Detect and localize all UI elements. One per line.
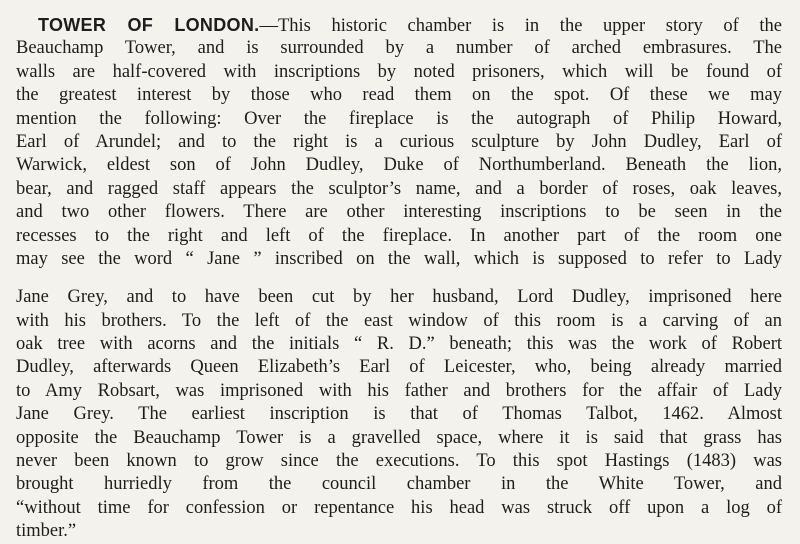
- text-line: never been known to grow since the executions. To this spot Hastings (1483) was: [16, 451, 782, 472]
- text-line: Jane Grey, and to have been cut by her husband, Lord Dudley, imprisoned here: [16, 287, 782, 308]
- text-line: opposite the Beauchamp Tower is a gravelled space, where it is said that grass has: [16, 427, 782, 448]
- text-line: with his brothers. To the left of the east window of this room is a carving of an: [16, 310, 782, 331]
- column-break-gap: [16, 271, 782, 286]
- text-line: Jane Grey. The earliest inscription is that of Thomas Talbot, 1462. Almost: [16, 404, 782, 425]
- text-line: walls are half-covered with inscriptions by noted prisoners, which will be found of: [16, 61, 782, 82]
- text-line: timber.”: [16, 521, 77, 542]
- text-line: to Amy Robsart, was imprisoned with his father and brothers for the affair of Lady: [16, 380, 782, 401]
- text-line: brought hurriedly from the council chamber in the White Tower, and: [16, 474, 782, 495]
- text-line: “without time for confession or repentance his head was struck off upon a log of: [16, 497, 782, 518]
- text-line: and two other flowers. There are other interesting inscriptions to be seen in the: [16, 202, 782, 223]
- text-line: the greatest interest by those who read them on the spot. Of these we may: [16, 85, 782, 106]
- text-line: Earl of Arundel; and to the right is a curious sculpture by John Dudley, Earl of: [16, 131, 782, 152]
- text-line: mention the following: Over the fireplace is the autograph of Philip Howard,: [16, 108, 782, 129]
- paragraph-1: [16, 14, 782, 271]
- paragraph-2: [16, 286, 782, 543]
- text-line: Warwick, eldest son of John Dudley, Duke of Northumberland. Beneath the lion,: [16, 155, 782, 176]
- text-line: recesses to the right and left of the fireplace. In another part of the room one: [16, 225, 782, 246]
- text-line: oak tree with acorns and the initials “ R. D.” beneath; this was the work of Robert: [16, 334, 782, 355]
- text-line: Dudley, afterwards Queen Elizabeth’s Earl of Leicester, who, being already married: [16, 357, 782, 378]
- text-line: bear, and ragged staff appears the sculptor’s name, and a border of roses, oak leaves,: [16, 178, 782, 199]
- text-fragment: —This historic chamber is in the upper story of the: [259, 16, 782, 36]
- text-line: Beauchamp Tower, and is surrounded by a number of arched embrasures. The: [16, 38, 782, 59]
- text-line: may see the word “ Jane ” inscribed on the wall, which is supposed to refer to Lady: [16, 248, 782, 269]
- article-heading: TOWER OF LONDON.: [38, 15, 260, 35]
- text-line: [16, 14, 782, 37]
